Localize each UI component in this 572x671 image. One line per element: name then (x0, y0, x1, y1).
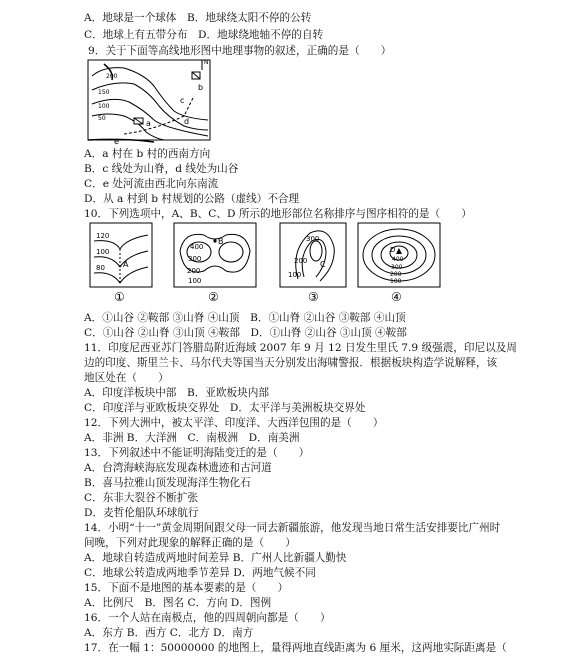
figure-3 (280, 223, 346, 304)
label-c: c (180, 96, 185, 105)
contour-label-200: 200 (106, 73, 118, 80)
fig2-label-400: 400 (190, 243, 204, 251)
fig2-label-200: 200 (187, 267, 201, 275)
q9-contour-map (84, 56, 234, 146)
fig1-label-80: 80 (96, 264, 105, 272)
fig3-label-200: 200 (294, 257, 308, 265)
fig4-label-300: 300 (391, 264, 403, 271)
fig3-marker: C (320, 260, 326, 269)
label-a: a (146, 119, 151, 128)
fig4-label-100: 100 (390, 278, 402, 285)
q11-stem-2: 边的印度、斯里兰卡、马尔代夫等国当天分别发出海啸警报．根据板块构造学说解释，该 (84, 357, 498, 369)
fig3-number: ③ (308, 290, 319, 304)
fig4-number: ④ (391, 290, 402, 304)
q9-option-a: A．a 村在 b 村的西南方向 (84, 148, 211, 160)
fig4-label-400: 400 (392, 256, 404, 263)
figure-2 (174, 223, 256, 304)
q9-option-b: B．c 线处为山脊，d 线处为山谷 (84, 163, 239, 175)
q10-figures (84, 221, 484, 307)
q12-options: A．非洲 B．大洋洲 C．南极洲 D．南美洲 (84, 432, 300, 444)
figure-4 (358, 223, 440, 304)
q16-options: A．东方 B．西方 C．北方 D．南方 (84, 627, 254, 639)
fig2-label-300: 300 (188, 255, 202, 263)
fig2-marker: B (218, 237, 224, 246)
q11-options-ab: A．印度洋板块中部 B．亚欧板块内部 (84, 387, 269, 399)
q13-stem: 13．下列叙述中不能证明海陆变迁的是（ ） (84, 447, 310, 459)
fig1-label-100: 100 (96, 248, 110, 256)
fig3-label-100: 100 (288, 271, 302, 279)
q9-stem: 9．关于下面等高线地形图中地理事物的叙述，正确的是（ ） (88, 45, 392, 57)
fig3-label-300: 300 (306, 235, 320, 243)
q17-stem: 17．在一幅 1：50000000 的地图上，量得两地直线距离为 6 厘米，这两地实际距离是（ (84, 642, 507, 654)
contour-label-100: 100 (98, 103, 110, 110)
q14-stem-2: 间晚，下列对此现象的解释正确的是（ ） (84, 537, 296, 549)
label-e: e (114, 137, 119, 146)
q13-option-b: B．喜马拉雅山顶发现海洋生物化石 (84, 477, 251, 489)
q9-option-c: C．e 处河流由西北向东南流 (84, 178, 219, 190)
fig4-label-200: 200 (390, 271, 402, 278)
q13-option-a: A．台湾海峡海底发现森林遗迹和古河道 (84, 462, 272, 474)
q11-stem-3: 地区处在（ ） (84, 372, 169, 384)
q10-options-ab: A．①山谷 ②鞍部 ③山脊 ④山顶 B．①山脊 ②山谷 ③鞍部 ④山顶 (84, 312, 406, 324)
q13-option-d: D．麦哲伦船队环球航行 (84, 507, 199, 519)
q13-option-c: C．东非大裂谷不断扩张 (84, 492, 199, 504)
label-b: b (198, 83, 204, 92)
label-d: d (184, 117, 190, 126)
q8-options-ab: A．地球是一个球体 B．地球绕太阳不停的公转 (84, 12, 312, 24)
q14-options-ab: A．地球自转造成两地时间差异 B．广州人比新疆人勤快 (84, 552, 347, 564)
contour-label-50: 50 (98, 115, 106, 122)
fig1-label-120: 120 (96, 232, 110, 240)
q11-options-cd: C．印度洋与亚欧板块交界处 D．太平洋与美洲板块交界处 (84, 402, 366, 414)
contour-label-150: 150 (98, 89, 110, 96)
q10-stem: 10．下列选项中，A、B、C、D 所示的地形部位名称排序与图序相符的是（ ） (84, 208, 472, 220)
fig2-label-100: 100 (188, 277, 202, 285)
q8-options-cd: C．地球上有五带分布 D．地球绕地轴不停的自转 (84, 29, 324, 41)
fig1-number: ① (114, 290, 125, 304)
q9-option-d: D．从 a 村到 b 村规划的公路（虚线）不合理 (84, 193, 300, 205)
q15-stem: 15．下面不是地图的基本要素的是（ ） (84, 582, 289, 594)
fig4-marker: D (390, 246, 396, 254)
q15-options: A．比例尺 B．图名 C．方向 D．图例 (84, 597, 272, 609)
q14-options-cd: C．地球公转造成两地季节差异 D．两地气候不同 (84, 567, 316, 579)
q10-options-cd: C．①山谷 ②山脊 ③山顶 ④鞍部 D．①山脊 ②山谷 ③山顶 ④鞍部 (84, 327, 407, 339)
q16-stem: 16．一个人站在南极点，他的四周朝向都是（ ） (84, 612, 331, 624)
figure-1 (90, 223, 152, 304)
q12-stem: 12．下列大洲中，被太平洋、印度洋、大西洋包围的是（ ） (84, 417, 384, 429)
fig1-marker: A (123, 260, 129, 269)
q11-stem-1: 11．印度尼西亚苏门答腊岛附近海域 2007 年 9 月 12 日发生里氏 7.9 级强震，印尼以及周 (84, 342, 517, 354)
q14-stem-1: 14．小明“十一”黄金周期间跟父母一同去新疆旅游，他发现当地日常生活安排要比广州时 (84, 522, 501, 534)
fig2-number: ② (208, 290, 219, 304)
north-label: N (204, 59, 209, 66)
